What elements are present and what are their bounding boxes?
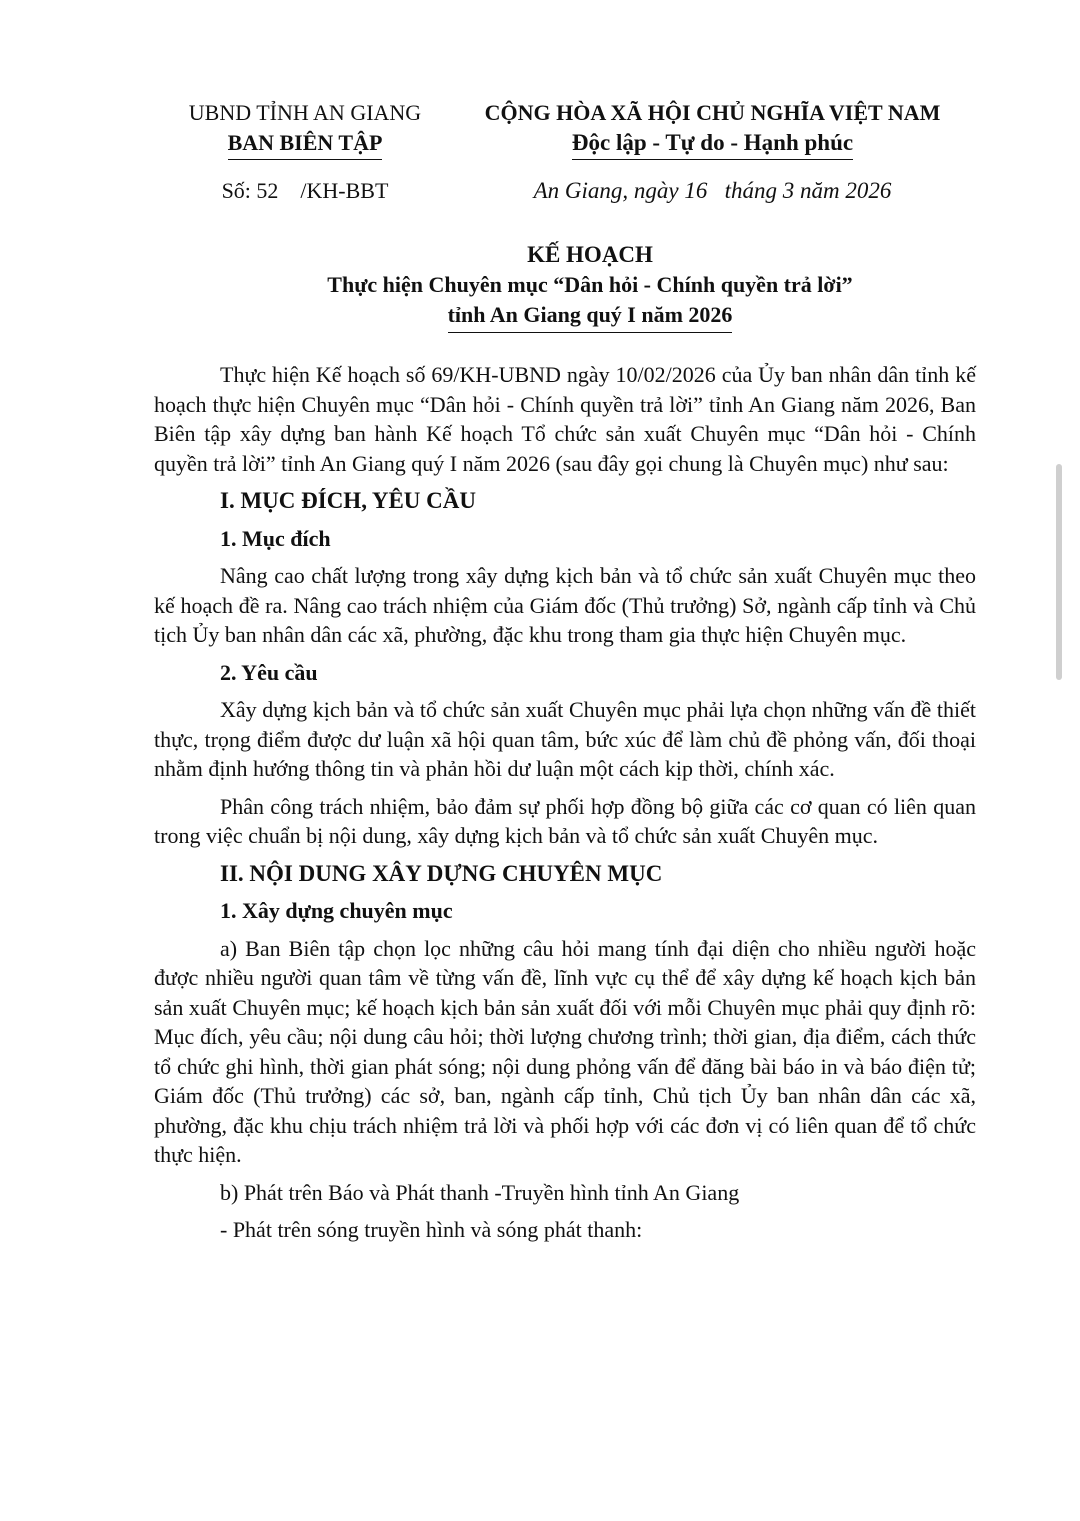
document-number: Số: 52 /KH-BBT bbox=[221, 178, 389, 203]
agency-parent: UBND TỈNH AN GIANG bbox=[188, 100, 422, 125]
item-b-paragraph: b) Phát trên Báo và Phát thanh -Truyền hình tỉnh An Giang bbox=[220, 1179, 740, 1205]
intro-paragraph: Thực hiện Kế hoạch số 69/KH-UBND ngày 10/02/2026 của Ủy ban nhân dân tỉnh kế hoạch thực hiện Chuyên mục “Dân hỏi - Chính quyền trả lời” tỉnh An Giang năm 2026, Ban Biên tập xây dựng ban hành Kế hoạch Tổ chức sản xuất Chuyên mục “Dân hỏi - Chính quyền trả lời” tỉnh An Giang quý I năm 2026 (sau đây gọi chung là Chuyên mục) như sau: bbox=[154, 362, 976, 476]
agency-name: BAN BIÊN TẬP bbox=[150, 128, 460, 160]
title-line-1: Thực hiện Chuyên mục “Dân hỏi - Chính quyền trả lời” bbox=[327, 272, 853, 297]
section-2-heading: II. NỘI DUNG XÂY DỰNG CHUYÊN MỤC bbox=[220, 860, 663, 886]
subsection-1-1-paragraph: Nâng cao chất lượng trong xây dựng kịch bản và tổ chức sản xuất Chuyên mục theo kế hoạch đề ra. Nâng cao trách nhiệm của Giám đốc (Thủ trưởng) Sở, ngành cấp tỉnh và Chủ tịch Ủy ban nhân dân các xã, phường, đặc khu trong tham gia thực hiện Chuyên mục. bbox=[154, 563, 976, 647]
document-body bbox=[154, 360, 976, 1245]
document-title bbox=[150, 240, 1030, 333]
subsection-1-1-heading: 1. Mục đích bbox=[220, 525, 331, 551]
subsection-1-2-heading: 2. Yêu cầu bbox=[220, 659, 318, 685]
agency-header bbox=[150, 98, 460, 160]
title-main: KẾ HOẠCH bbox=[527, 242, 653, 267]
scrollbar-thumb[interactable] bbox=[1056, 464, 1062, 680]
item-a-paragraph: a) Ban Biên tập chọn lọc những câu hỏi mang tính đại diện cho nhiều người hoặc được nhiều người quan tâm về từng vấn đề, lĩnh vực cụ thể để xây dựng kế hoạch kịch bản sản xuất Chuyên mục; kế hoạch kịch bản sản xuất đối với mỗi Chuyên mục phải quy định rõ: Mục đích, yêu cầu; nội dung câu hỏi; thời lượng chương trình; thời gian, địa điểm, cách thức tổ chức ghi hình, thời gian phát sóng; nội dung phỏng vấn để đăng bài báo in và báo điện tử; Giám đốc (Thủ trưởng) các sở, ban, ngành cấp tỉnh, Chủ tịch Ủy ban nhân dân các xã, phường, đặc khu chịu trách nhiệm trả lời và phối hợp với các đơn vị có liên quan để tổ chức thực hiện. bbox=[154, 935, 976, 1167]
place-date: An Giang, ngày 16 tháng 3 năm 2026 bbox=[533, 178, 892, 203]
item-b-dash-paragraph: - Phát trên sóng truyền hình và sóng phát thanh: bbox=[220, 1217, 643, 1242]
national-header bbox=[470, 98, 955, 160]
subsection-2-1-heading: 1. Xây dựng chuyên mục bbox=[220, 898, 453, 923]
motto: Độc lập - Tự do - Hạnh phúc bbox=[470, 128, 955, 160]
title-line-2: tỉnh An Giang quý I năm 2026 bbox=[150, 300, 1030, 333]
subsection-1-2-paragraph-1: Xây dựng kịch bản và tổ chức sản xuất Chuyên mục phải lựa chọn những vấn đề thiết thực, trọng điểm được dư luận xã hội quan tâm, bức xúc để làm chủ đề phỏng vấn, đối thoại nhằm định hướng thông tin và phản hồi dư luận một cách kịp thời, chính xác. bbox=[154, 697, 976, 781]
country-name: CỘNG HÒA XÃ HỘI CHỦ NGHĨA VIỆT NAM bbox=[484, 100, 941, 125]
section-1-heading: I. MỤC ĐÍCH, YÊU CẦU bbox=[220, 488, 476, 513]
subsection-1-2-paragraph-2: Phân công trách nhiệm, bảo đảm sự phối hợp đồng bộ giữa các cơ quan có liên quan trong việc chuẩn bị nội dung, xây dựng kịch bản và tổ chức sản xuất Chuyên mục. bbox=[154, 793, 976, 848]
